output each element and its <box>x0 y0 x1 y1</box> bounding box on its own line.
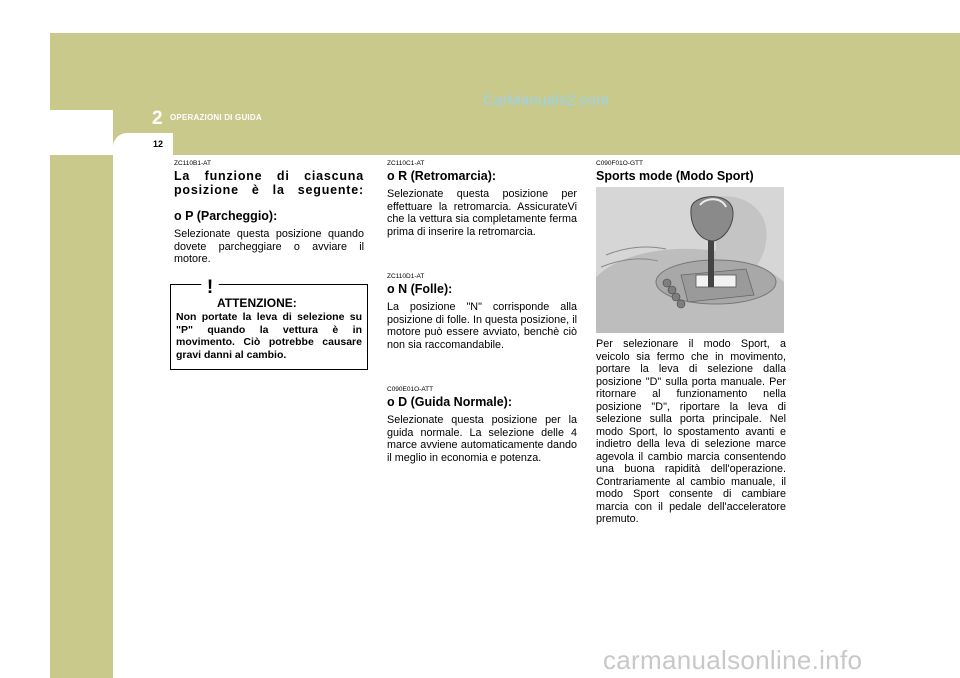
chapter-number: 2 <box>152 108 163 129</box>
neutral-text: La posizione "N" corrisponde alla posizione di folle. In questa posizione, il motore può essere avviato, benchè ciò non sia raccomandabile. <box>387 301 577 351</box>
sport-title: Sports mode (Modo Sport) <box>596 169 754 183</box>
reverse-title: o R (Retromarcia): <box>387 169 497 183</box>
section-heading: La funzione di ciascuna posizione è la seguente: <box>174 169 364 197</box>
column-functions <box>174 160 364 266</box>
header-notch <box>50 110 113 155</box>
neutral-title: o N (Folle): <box>387 282 453 296</box>
reverse-section <box>387 160 577 238</box>
drive-title: o D (Guida Normale): <box>387 395 513 409</box>
reverse-text: Selezionate questa posizione per effettuare la retromarcia. AssicurateVi che la vettura sia completamente ferma prima di inserire la retromarcia. <box>387 188 577 238</box>
column-positions <box>387 160 577 464</box>
warning-triangle-icon <box>191 274 229 296</box>
page-number-tab <box>113 133 173 155</box>
section-code: ZC110C1-AT <box>387 160 425 167</box>
section-code: C090F01O-GTT <box>596 160 643 167</box>
column-sport-mode <box>596 160 786 183</box>
warning-box <box>170 277 368 370</box>
sport-body-wrap <box>596 333 786 526</box>
gear-selector-illustration <box>596 187 784 333</box>
warning-title: ATTENZIONE: <box>217 296 297 310</box>
page-number: 12 <box>153 139 164 149</box>
watermark-top-link[interactable]: CarManuals2.com <box>483 92 610 109</box>
drive-section <box>387 386 577 464</box>
watermark-bottom: carmanualsonline.info <box>603 645 863 675</box>
sport-text: Per selezionare il modo Sport, a veicolo sia fermo che in movimento, portare la leva di selezione dalla posizione "D" sulla porta manuale. Per ritornare al funzionamento nella posizione "D", riportare la leva di selezione sulla porta principale. Nel modo Sport, lo spostamento avanti e indietro della leva di selezione marce agevola il cambio marcia consentendo una buona rapidità dell'operazione. Contrariamente al cambio manuale, il modo Sport consente di cambiare marcia con il pedale dell'acceleratore premuto. <box>596 338 786 525</box>
section-code: ZC110D1-AT <box>387 273 425 280</box>
gear-lever-drawing <box>596 187 784 333</box>
section-code: C090E01O-ATT <box>387 386 434 393</box>
drive-text: Selezionate questa posizione per la guida normale. La selezione delle 4 marce avviene automaticamente dando il meglio in economia e potenza. <box>387 414 577 464</box>
park-title: o P (Parcheggio): <box>174 209 278 223</box>
chapter-title: OPERAZIONI DI GUIDA <box>170 113 262 122</box>
warning-symbol: ! <box>206 277 214 296</box>
section-code: ZC110B1-AT <box>174 160 211 167</box>
side-strip <box>50 155 113 678</box>
warning-text: Non portate la leva di selezione su "P" quando la vettura è in movimento. Ciò potrebbe causare gravi danni al cambio. <box>176 311 362 361</box>
neutral-section <box>387 273 577 351</box>
park-text: Selezionate questa posizione quando dovete parcheggiare o avviare il motore. <box>174 228 364 265</box>
